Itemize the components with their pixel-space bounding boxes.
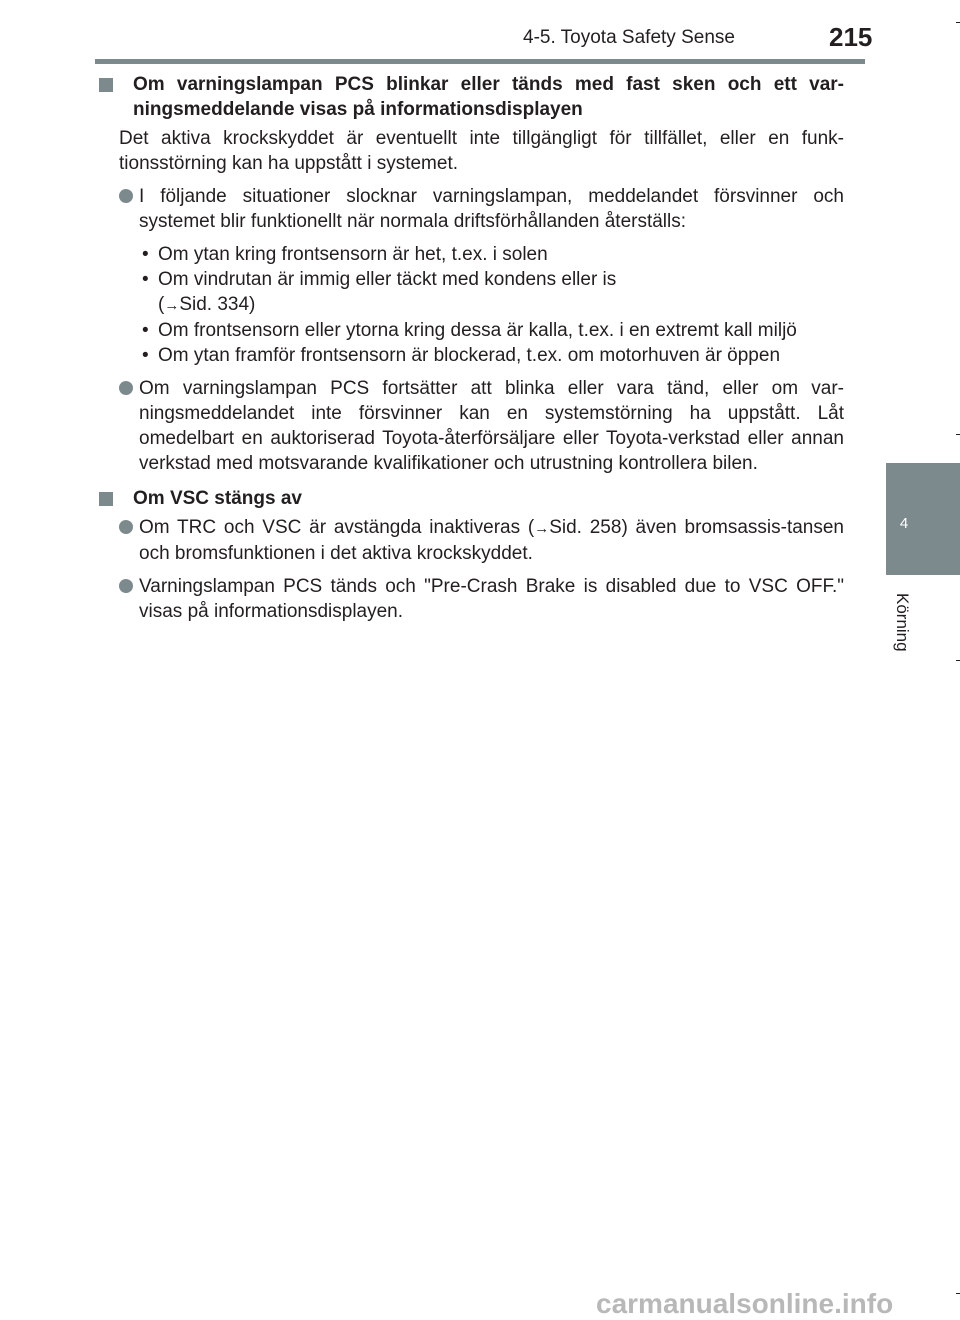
- crop-mark-top: [956, 22, 960, 23]
- bullet-vsc-off-text-b: Sid. 258) även bromsassis-tansen och bromsfunktionen i det aktiva krockskyddet.: [139, 517, 844, 564]
- square-bullet-icon: [99, 78, 113, 92]
- bullet-pcs-conditions: [99, 184, 844, 234]
- arrow-right-icon: →: [164, 297, 180, 314]
- bullet-vsc-warning-text: Varningslampan PCS tänds och "Pre-Crash Brake is disabled due to VSC OFF." visas på informationsdisplayen.: [139, 576, 844, 622]
- bullet-pcs-persists-text: Om varningslampan PCS fortsätter att blinka eller vara tänd, eller om var-ningsmeddelandet inte försvinner kan en systemstörning ha uppstått. Låt omedelbart en auktoriserad Toyota-återförsäljare eller Toyota-verkstad eller annan verkstad med motsvarande kvalifikationer och utrustning kontrollera bilen.: [139, 378, 844, 474]
- chapter-tab-number: 4: [899, 515, 909, 532]
- list-marker: •: [142, 269, 149, 290]
- list-item-text: Om ytan framför frontsensorn är blockerad, t.ex. om motorhuven är öppen: [158, 345, 781, 366]
- arrow-right-icon: →: [534, 520, 550, 537]
- paragraph-pcs: Det aktiva krockskyddet är eventuellt inte tillgängligt för tillfället, eller en funk-tionsstörning kan ha uppstått i systemet.: [119, 128, 844, 174]
- list-item: [99, 318, 844, 343]
- ref-paren: (: [158, 294, 165, 315]
- main-content: [99, 72, 844, 624]
- crop-mark-lower: [956, 1293, 960, 1294]
- circle-bullet-icon: [119, 189, 133, 203]
- section-heading-vsc: [99, 486, 844, 511]
- square-bullet-icon: [99, 492, 113, 506]
- circle-bullet-icon: [119, 520, 133, 534]
- list-item-text: Om vindrutan är immig eller täckt med kondens eller is: [158, 269, 617, 290]
- crop-mark-mid: [956, 660, 960, 661]
- crop-mark-upper: [956, 434, 960, 435]
- section-heading-vsc-text: Om VSC stängs av: [133, 488, 302, 509]
- list-marker: •: [142, 320, 149, 341]
- section-heading-pcs: [99, 72, 844, 122]
- list-marker: •: [142, 244, 149, 265]
- condition-list: [99, 242, 844, 368]
- page-number: 215: [829, 22, 873, 52]
- section-heading-pcs-text: Om varningslampan PCS blinkar eller tänds med fast sken och ett var-ningsmeddelande visas på informationsdisplayen: [133, 74, 844, 120]
- bullet-pcs-conditions-text: I följande situationer slocknar varningslampan, meddelandet försvinner och systemet blir funktionellt när normala driftsförhållanden återställs:: [139, 186, 844, 232]
- header-section-title: 4-5. Toyota Safety Sense: [523, 27, 735, 48]
- bullet-vsc-off-text-a: Om TRC och VSC är avstängda inaktiveras (: [139, 517, 535, 538]
- bullet-pcs-persists: [99, 376, 844, 476]
- list-item: [99, 343, 844, 368]
- page-reference-link[interactable]: Sid. 334): [179, 294, 256, 315]
- list-item-text: Om ytan kring frontsensorn är het, t.ex. i solen: [158, 244, 548, 265]
- list-item: [99, 242, 844, 267]
- list-marker: •: [142, 345, 149, 366]
- circle-bullet-icon: [119, 579, 133, 593]
- chapter-tab-label: Körning: [893, 593, 912, 652]
- bullet-vsc-off: [99, 515, 844, 566]
- watermark-logo: carmanualsonline.info: [596, 1288, 894, 1319]
- list-item: [99, 267, 844, 318]
- circle-bullet-icon: [119, 381, 133, 395]
- header-rule: [95, 59, 865, 64]
- list-item-text: Om frontsensorn eller ytorna kring dessa är kalla, t.ex. i en extremt kall miljö: [158, 320, 797, 341]
- bullet-vsc-warning: [99, 574, 844, 624]
